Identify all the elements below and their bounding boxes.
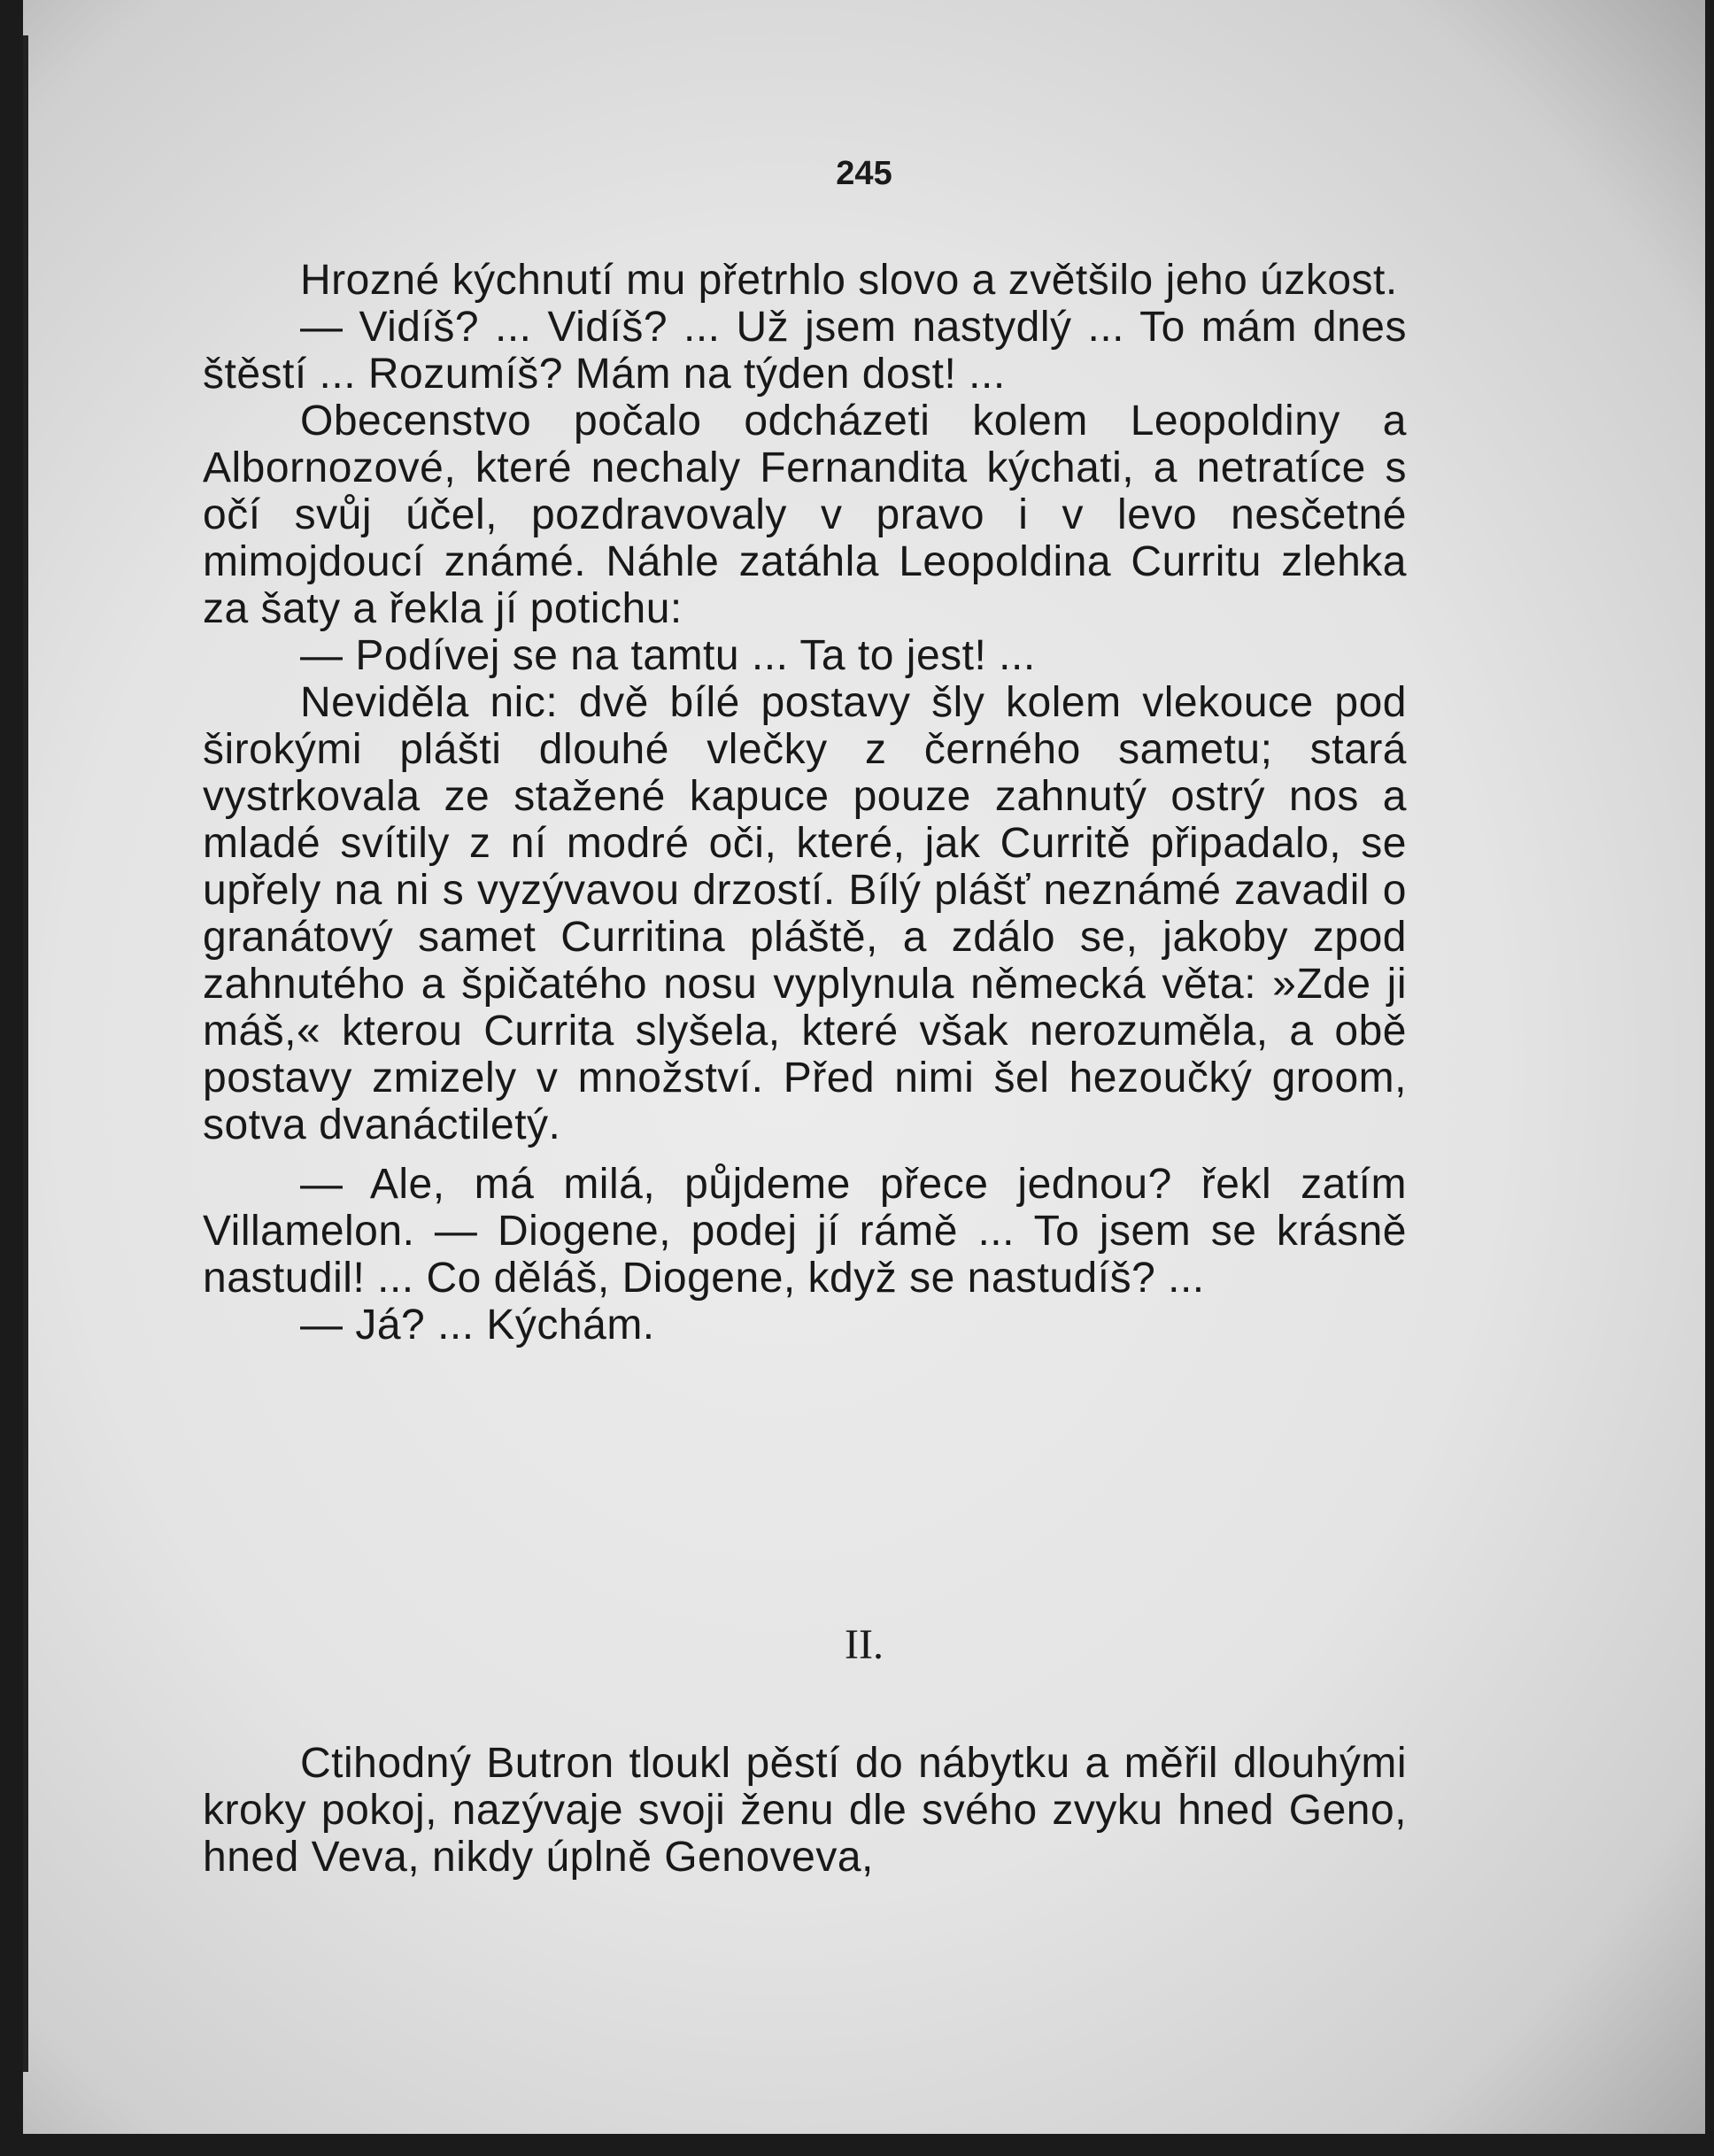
page-number <box>23 155 1705 193</box>
paragraph-3: Obecenstvo počalo odcházeti kolem Leopoldiny a Albornozové, které nechaly Fernandita kýchati, a netratíce s očí svůj účel, pozdravovaly v pravo i v levo nesčetné mimojdoucí známé. Náhle zatáhla Leopoldina Curritu zlehka za šaty a řekla jí potichu: <box>203 398 1407 632</box>
paragraph-7: — Já? ... Kýchám. <box>300 1302 655 1348</box>
paragraph-6: — Ale, má milá, půjdeme přece jednou? řekl zatím Villamelon. — Diogene, podej jí rámě ... To jsem se krásně nastudil! ... Co děláš, Diogene, když se nastudíš? ... <box>203 1161 1407 1302</box>
book-page <box>23 0 1705 2134</box>
main-text <box>203 257 1407 1348</box>
paragraph-2: — Vidíš? ... Vidíš? ... Už jsem nastydlý ... To mám dnes štěstí ... Rozumíš? Mám na týden dost! ... <box>203 304 1407 398</box>
page-number-text: 245 <box>836 155 892 192</box>
paragraph-1: Hrozné kýchnutí mu přetrhlo slovo a zvětšilo jeho úzkost. <box>300 257 1398 304</box>
paragraph-4: — Podívej se na tamtu ... Ta to jest! ... <box>300 632 1036 679</box>
section-text <box>203 1740 1407 1881</box>
section-heading: II. <box>845 1621 884 1668</box>
paragraph-5: Neviděla nic: dvě bílé postavy šly kolem vlekouce pod širokými plášti dlouhé vlečky z černého sametu; stará vystrkovala ze stažené kapuce pouze zahnutý ostrý nos a mladé svítily z ní modré oči, které, jak Curritě připadalo, se upřely na ni s vyzývavou drzostí. Bílý plášť neznámé zavadil o granátový samet Curritina pláště, a zdálo se, jakoby zpod zahnutého a špičatého nosu vyplynula německá věta: »Zde ji máš,« kterou Currita slyšela, které však nerozuměla, a obě postavy zmizely v množství. Před nimi šel hezoučký groom, sotva dvanáctiletý. <box>203 679 1407 1148</box>
section-paragraph-1: Ctihodný Butron tloukl pěstí do nábytku a měřil dlouhými kroky pokoj, nazývaje svoji ženu dle svého zvyku hned Geno, hned Veva, nikdy úplně Genoveva, <box>203 1740 1407 1881</box>
binding-edge <box>23 35 28 2072</box>
